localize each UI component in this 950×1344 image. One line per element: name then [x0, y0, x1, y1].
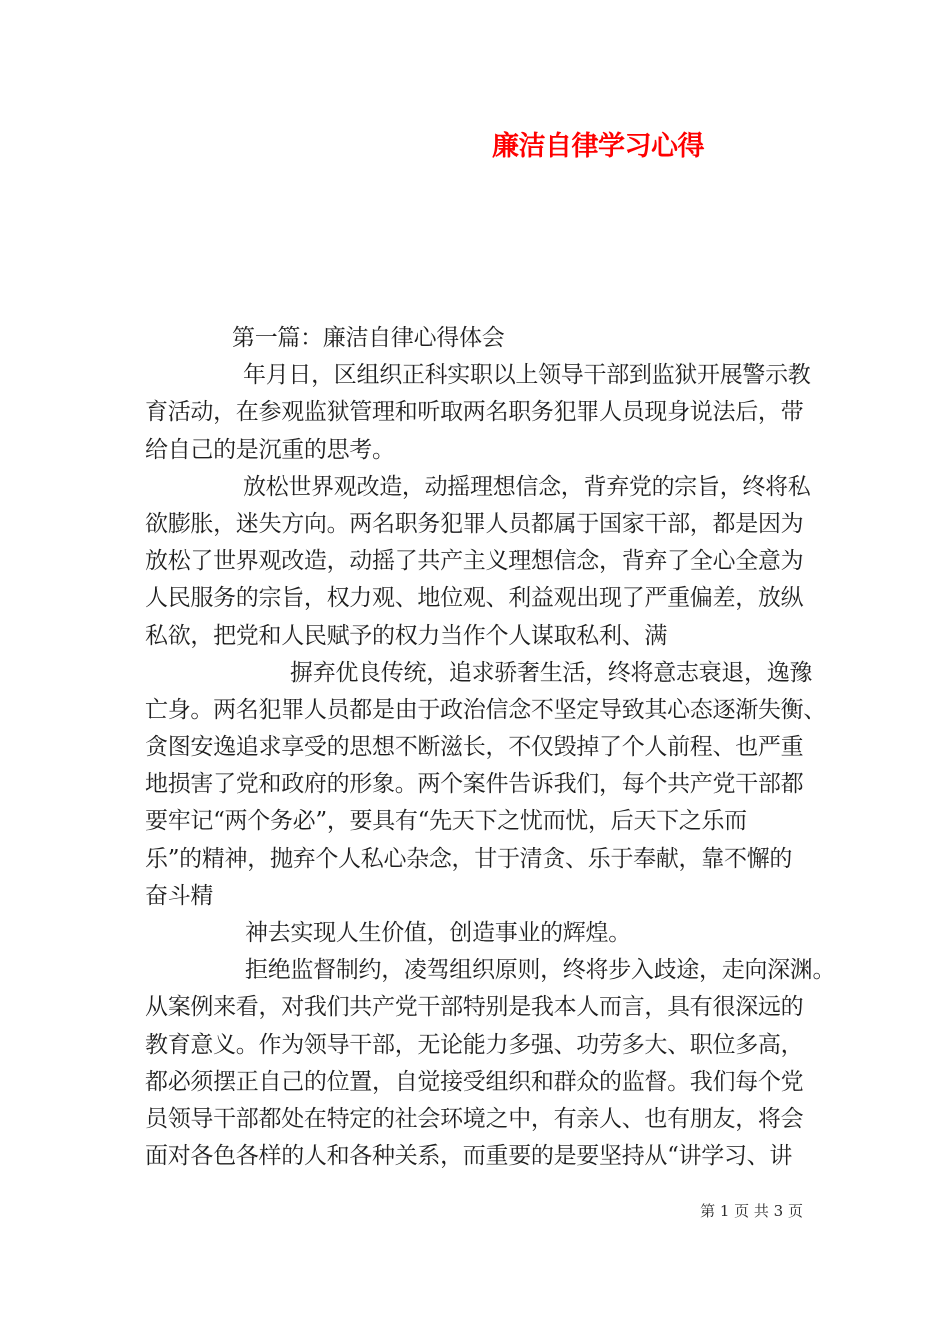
text-line: 放松了世界观改造，动摇了共产主义理想信念，背弃了全心全意为	[145, 548, 804, 575]
text-line: 贪图安逸追求享受的思想不断滋长，不仅毁掉了个人前程、也严重	[145, 734, 804, 761]
text-line: 都必须摆正自己的位置，自觉接受组织和群众的监督。我们每个党	[145, 1068, 804, 1095]
text-line: 年月日，区组织正科实职以上领导干部到监狱开展警示教	[243, 362, 811, 389]
document-body	[145, 320, 836, 1175]
text-line: 第一篇：廉洁自律心得体会	[232, 325, 505, 351]
document-title: 廉洁自律学习心得	[492, 131, 704, 162]
text-line: 乐”的精神，抛弃个人私心杂念，甘于清贪、乐于奉献，靠不懈的	[145, 845, 793, 872]
text-line: 面对各色各样的人和各种关系，而重要的是要坚持从“讲学习、讲	[145, 1143, 793, 1170]
text-line: 育活动，在参观监狱管理和听取两名职务犯罪人员现身说法后，带	[145, 399, 804, 426]
text-line: 地损害了党和政府的形象。两个案件告诉我们，每个共产党干部都	[145, 771, 804, 798]
text-line: 要牢记“两个务必”，要具有“先天下之忧而忧，后天下之乐而	[145, 808, 747, 835]
text-line: 亡身。两名犯罪人员都是由于政治信念不坚定导致其心态逐渐失衡、	[145, 696, 827, 723]
text-line: 私欲，把党和人民赋予的权力当作个人谋取私利、满	[145, 622, 668, 649]
text-line: 人民服务的宗旨，权力观、地位观、利益观出现了严重偏差，放纵	[145, 585, 804, 612]
text-line: 给自己的是沉重的思考。	[145, 436, 395, 463]
text-line: 教育意义。作为领导干部，无论能力多强、功劳多大、职位多高，	[145, 1031, 804, 1058]
text-line: 摒弃优良传统，追求骄奢生活，终将意志衰退，逸豫	[290, 659, 813, 686]
text-line: 员领导干部都处在特定的社会环境之中，有亲人、也有朋友，将会	[145, 1105, 804, 1132]
text-line: 从案例来看，对我们共产党干部特别是我本人而言，具有很深远的	[145, 994, 804, 1021]
text-line: 奋斗精	[145, 882, 214, 909]
text-line: 拒绝监督制约，凌驾组织原则，终将步入歧途，走向深渊。	[245, 957, 836, 984]
text-line: 神去实现人生价值，创造事业的辉煌。	[245, 920, 631, 946]
text-line: 放松世界观改造，动摇理想信念，背弃党的宗旨，终将私	[243, 473, 811, 500]
text-line: 欲膨胀，迷失方向。两名职务犯罪人员都属于国家干部，都是因为	[145, 510, 804, 537]
page-number: 第 1 页 共 3 页	[700, 1202, 803, 1220]
